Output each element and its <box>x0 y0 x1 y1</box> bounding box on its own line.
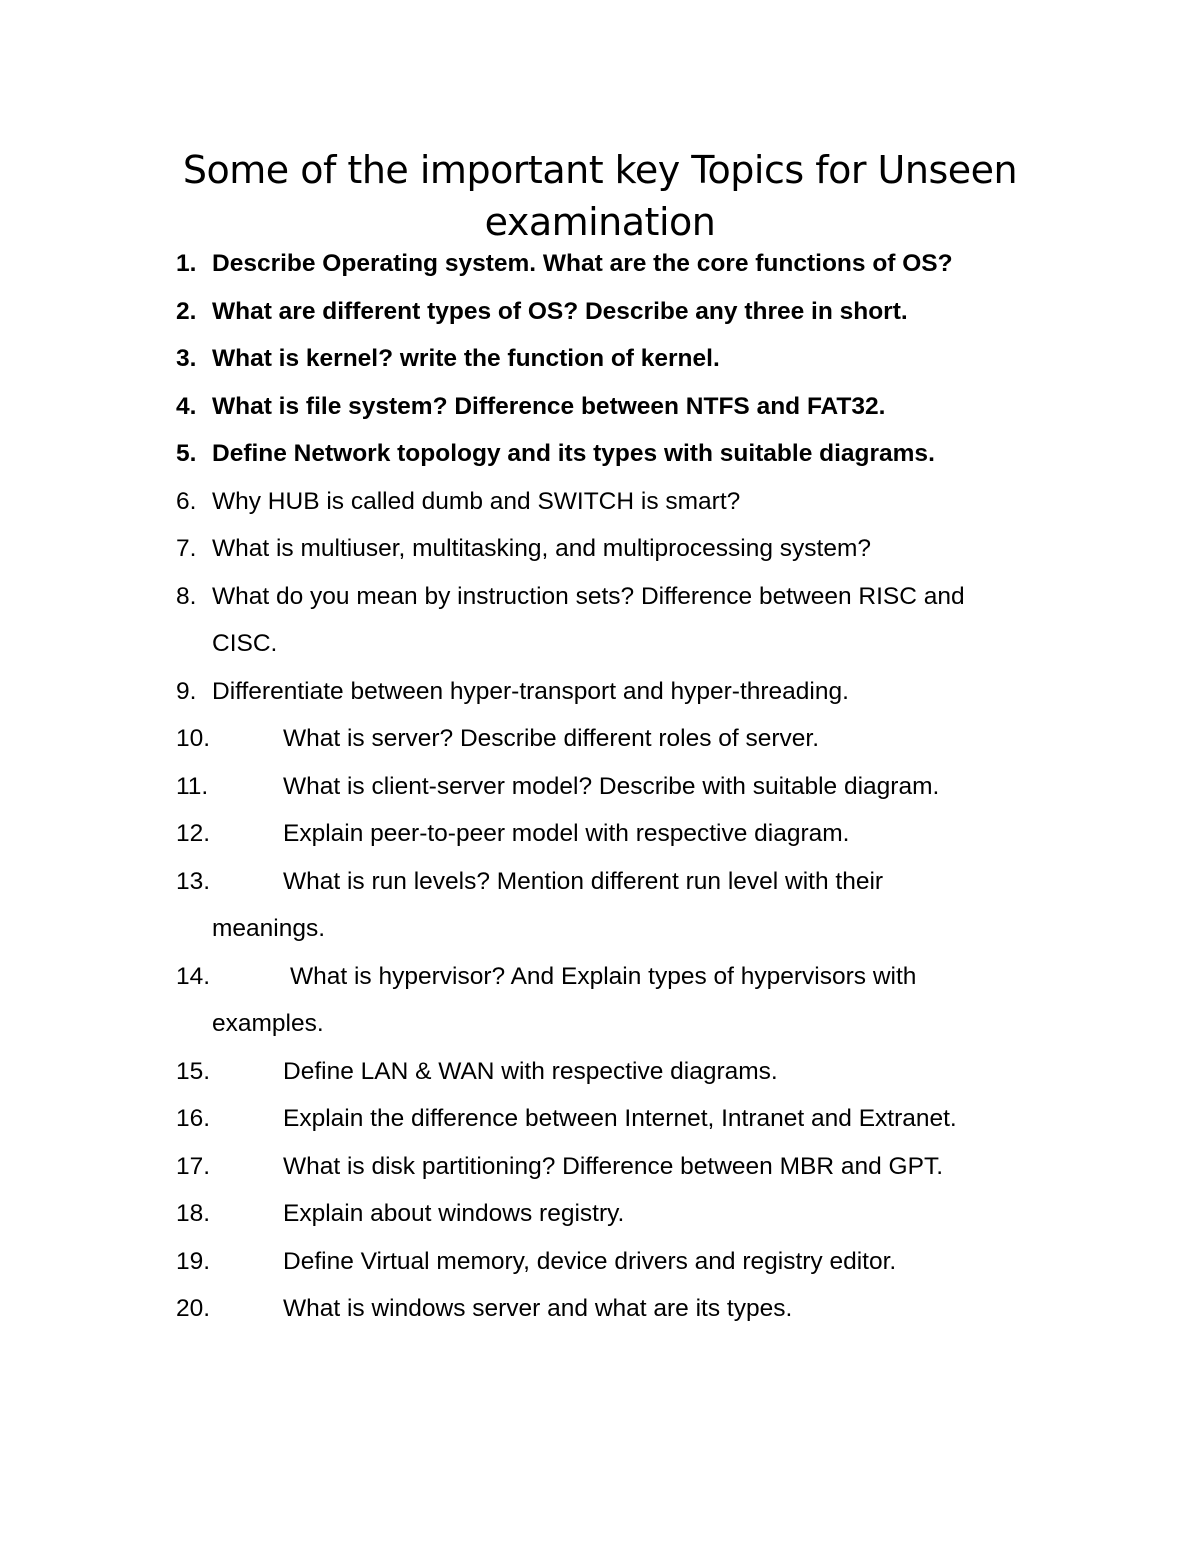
item-number: 8. <box>176 582 197 610</box>
item-text: Describe Operating system. What are the core functions of OS? <box>212 250 953 277</box>
item-text: What is disk partitioning? Difference between MBR and GPT. <box>283 1152 944 1180</box>
item-text: Define Network topology and its types with suitable diagrams. <box>212 440 935 467</box>
item-text: What is hypervisor? And Explain types of hypervisors with <box>290 962 917 990</box>
item-number: 19. <box>176 1247 211 1275</box>
item-text: Why HUB is called dumb and SWITCH is smart? <box>212 487 741 515</box>
item-number: 6. <box>176 487 197 515</box>
title-line-1: Some of the important key Topics for Unseen <box>182 148 1018 192</box>
item-number: 17. <box>176 1152 211 1180</box>
item-number: 9. <box>176 677 197 705</box>
item-text: What is run levels? Mention different run level with their <box>283 867 884 895</box>
title-line-2: examination <box>484 200 716 244</box>
item-number: 11. <box>176 772 209 800</box>
item-number: 12. <box>176 820 211 847</box>
item-text: What is server? Describe different roles of server. <box>283 725 820 752</box>
item-number: 4. <box>176 392 197 420</box>
item-number: 2. <box>176 297 197 325</box>
item-text-continuation: examples. <box>212 1010 324 1037</box>
item-text-continuation: CISC. <box>212 630 278 657</box>
item-number: 3. <box>176 345 197 372</box>
item-number: 15. <box>176 1057 211 1085</box>
item-number: 14. <box>176 962 211 990</box>
item-text: Explain peer-to-peer model with respective diagram. <box>283 820 850 847</box>
item-number: 13. <box>176 867 211 895</box>
item-text: Differentiate between hyper-transport and hyper-threading. <box>212 677 849 705</box>
item-text-continuation: meanings. <box>212 915 326 942</box>
item-number: 7. <box>176 535 197 562</box>
item-text: What is file system? Difference between NTFS and FAT32. <box>212 392 886 420</box>
item-text: What do you mean by instruction sets? Difference between RISC and <box>212 582 965 610</box>
item-text: What are different types of OS? Describe any three in short. <box>212 297 908 325</box>
item-number: 16. <box>176 1105 211 1132</box>
item-text: What is kernel? write the function of kernel. <box>212 345 720 372</box>
item-number: 18. <box>176 1200 211 1227</box>
item-text: What is multiuser, multitasking, and multiprocessing system? <box>212 535 872 562</box>
item-number: 20. <box>176 1295 211 1322</box>
item-text: Define Virtual memory, device drivers and registry editor. <box>283 1247 897 1275</box>
item-text: Define LAN & WAN with respective diagrams. <box>283 1057 778 1085</box>
item-text: What is windows server and what are its types. <box>283 1295 793 1322</box>
item-number: 10. <box>176 725 211 752</box>
item-text: What is client-server model? Describe with suitable diagram. <box>283 772 940 800</box>
item-number: 1. <box>176 250 197 277</box>
item-text: Explain the difference between Internet, Intranet and Extranet. <box>283 1105 957 1132</box>
item-number: 5. <box>176 440 197 467</box>
item-text: Explain about windows registry. <box>283 1200 625 1227</box>
